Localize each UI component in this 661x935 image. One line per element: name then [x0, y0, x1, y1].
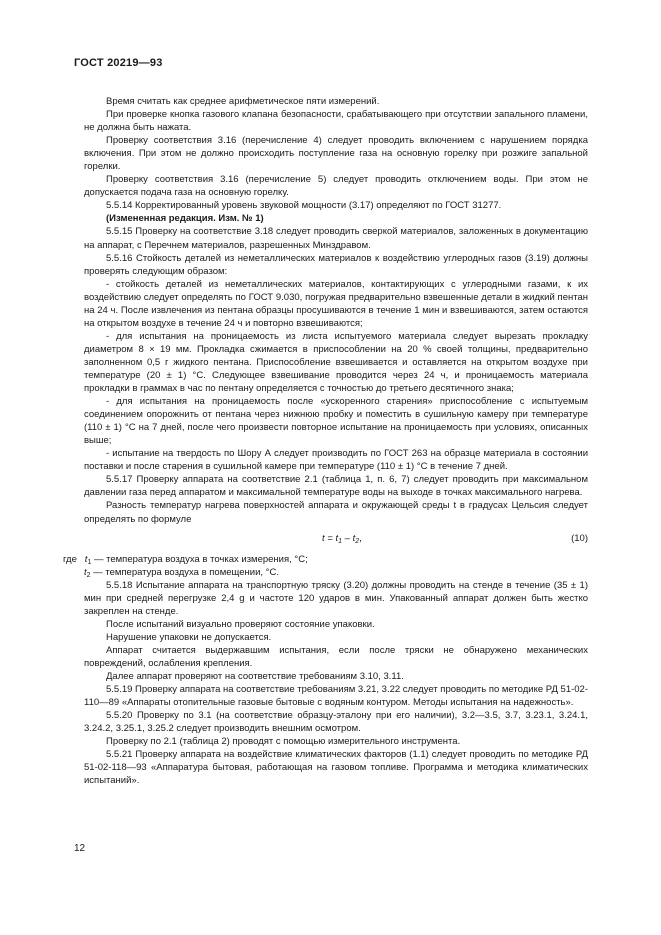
- paragraph: Время считать как среднее арифметическое пяти измерений.: [106, 96, 380, 107]
- paragraph: 5.5.21 Проверку аппарата на воздействие климатических факторов (1.1) следует проводить по методике РД 51-02-118—93 «Аппаратура бытовая, работающая на газовом топливе. Программа и методика климатических испытаний».: [84, 749, 588, 787]
- paragraph: 5.5.19 Проверку аппарата на соответствие требованиям 3.21, 3.22 следует проводить по методике РД 51-02-110—89 «Аппараты отопительные газовые бытовые с водяным контуром. Методы испытания на надежность».: [84, 684, 588, 709]
- paragraph: Проверку соответствия 3.16 (перечисление 4) следует проводить включением с нарушением порядка включения. При этом не должно происходить поступление газа на основную горелку при розжиге запальной горелки.: [84, 135, 588, 173]
- paragraph: 5.5.14 Корректированный уровень звуковой мощности (3.17) определяют по ГОСТ 31277.: [106, 200, 502, 212]
- formula: [84, 527, 588, 551]
- paragraph: Далее аппарат проверяют на соответствие требованиям 3.10, 3.11.: [106, 670, 404, 682]
- document-body: [63, 95, 588, 787]
- list-item: - стойкость деталей из неметаллических материалов, контактирующих с углеродными газами, к их воздействию следует определять по ГОСТ 9.030, погружая предварительно взвешенные детали в жидкий пентан на 24 ч. После извлечения из пентана образцы просушиваются в течение 1 мин и взвешиваются, затем остаются на открытом воздухе в течение 24 ч и повторно взвешиваются;: [84, 278, 588, 329]
- amendment-note: (Измененная редакция. Изм. № 1): [106, 213, 264, 225]
- list-item: - для испытания на проницаемость из листа испытуемого материала следует вырезать прокладку диаметром 8 × 19 мм. Прокладка сжимается в приспособлении на 20 % своей толщины, предварительно заполненном 0,5 г жидкого пентана. Приспособление взвешивается и оставляется на открытом воздухе при температуре (20 ± 1) °С. Следующее взвешивание проводится через 24 ч, и проницаемость материала прокладки в граммах в час по пентану определяется с точностью до третьего десятичного знака;: [84, 330, 588, 395]
- paragraph: 5.5.17 Проверку аппарата на соответствие 2.1 (таблица 1, п. 6, 7) следует проводить при максимальном давлении газа перед аппаратом и максимальной температуре воды на выходе в точках максимального нагрева.: [84, 474, 588, 499]
- paragraph: 5.5.15 Проверку на соответствие 3.18 следует проводить сверкой материалов, заложенных в документацию на аппарат, с Перечнем материалов, разрешенных Минздравом.: [84, 226, 588, 251]
- paragraph: 5.5.20 Проверку по 3.1 (на соответствие образцу-эталону при его наличии), 3.2—3.5, 3.7, 3.23.1, 3.24.1, 3.24.2, 3.25.1, 3.25.2 следует производить внешним осмотром.: [84, 710, 588, 735]
- formula-legend: [63, 553, 588, 579]
- paragraph: Нарушение упаковки не допускается.: [106, 631, 272, 643]
- paragraph: 5.5.16 Стойкость деталей из неметаллических материалов к воздействию углеродных газов (3.19) должны проверять следующим образом:: [84, 252, 588, 277]
- legend-t2: $t_2$ — температура воздуха в помещении, °С.: [84, 566, 279, 579]
- paragraph: Проверку по 2.1 (таблица 2) проводят с помощью измерительного инструмента.: [106, 736, 461, 748]
- list-item: - для испытания на проницаемость после «ускоренного старения» приспособление с испытуемым соединением опорожнить от пентана через нижнюю пробку и поместить в сушильную камеру при температуре (110 ± 1) °С на 7 дней, после чего произвести повторное испытание на проницаемость при условиях, описанных выше;: [84, 396, 588, 447]
- paragraph: Аппарат считается выдержавшим испытания, если после тряски не обнаружено механических повреждений, ослабления крепления.: [84, 644, 588, 669]
- list-item: - испытание на твердость по Шору А следует производить по ГОСТ 263 на образце материала в состоянии поставки и после старения в сушильной камере при температуре (110 ± 1) °С в течение 7 дней.: [84, 448, 588, 473]
- paragraph: При проверке кнопка газового клапана безопасности, срабатывающего при отсутствии запального пламени, не должна быть нажата.: [84, 109, 588, 134]
- paragraph: Проверку соответствия 3.16 (перечисление 5) следует проводить отключением воды. При этом не допускается подача газа на основную горелку.: [84, 174, 588, 199]
- document-header: ГОСТ 20219—93: [74, 57, 163, 69]
- formula-expression: $t = t_1 - t_2$,: [322, 532, 362, 545]
- paragraph: Разность температур нагрева поверхностей аппарата и окружающей среды t в градусах Цельсия следует определять по формуле: [84, 500, 588, 525]
- paragraph: 5.5.18 Испытание аппарата на транспортную тряску (3.20) должны проводить на стенде в течение (35 ± 1) мин при средней перегрузке 2,4 g и частоте 120 ударов в мин. Упакованный аппарат должен быть жестко закреплен на стенде.: [84, 579, 588, 617]
- paragraph: После испытаний визуально проверяют состояние упаковки.: [106, 618, 375, 630]
- formula-number: (10): [571, 532, 588, 544]
- page-number: 12: [74, 843, 86, 854]
- legend-t1: где $t_1$ — температура воздуха в точках измерения, °С;: [63, 553, 308, 566]
